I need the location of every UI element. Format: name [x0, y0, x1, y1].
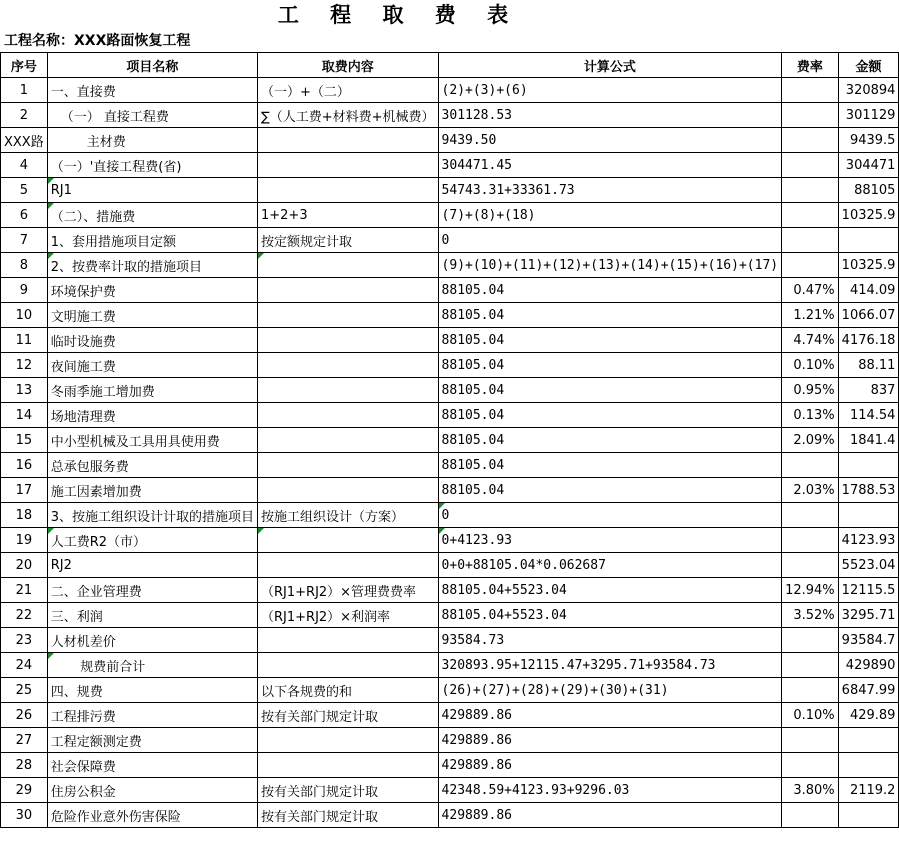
cell-formula[interactable]: (2)+(3)+(6) [438, 78, 782, 103]
table-row [1, 678, 899, 703]
cell-no[interactable]: 12 [1, 353, 48, 378]
cell-content[interactable]: （RJ1+RJ2）×利润率 [258, 603, 439, 628]
cell-name[interactable]: 规费前合计 [47, 653, 257, 678]
cell-name[interactable]: （一）'直接工程费(省) [47, 153, 257, 178]
cell-formula[interactable]: 301128.53 [438, 103, 782, 128]
cell-rate[interactable]: 0.47% [782, 278, 839, 303]
cell-no[interactable]: 29 [1, 778, 48, 803]
cell-formula[interactable]: (9)+(10)+(11)+(12)+(13)+(14)+(15)+(16)+(17) [438, 253, 782, 278]
table-row [1, 328, 899, 353]
cell-name[interactable]: 3、按施工组织设计计取的措施项目 [47, 503, 257, 528]
cell-rate[interactable]: 0.13% [782, 403, 839, 428]
cell-name[interactable]: 文明施工费 [47, 303, 257, 328]
cell-rate[interactable] [782, 503, 839, 528]
table-row [1, 178, 899, 203]
table-header-row [1, 53, 899, 78]
header-formula[interactable]: 计算公式 [438, 53, 782, 78]
cell-content[interactable] [258, 378, 439, 403]
cell-content[interactable] [258, 453, 439, 478]
cell-formula[interactable]: (26)+(27)+(28)+(29)+(30)+(31) [438, 678, 782, 703]
cell-rate[interactable] [782, 653, 839, 678]
cell-amount[interactable]: 9439.5 [838, 128, 899, 153]
table-row [1, 278, 899, 303]
cell-formula[interactable]: 88105.04 [438, 303, 782, 328]
cell-amount[interactable]: 10325.9 [838, 253, 899, 278]
table-row [1, 353, 899, 378]
cell-formula[interactable]: (7)+(8)+(18) [438, 203, 782, 228]
table-row [1, 428, 899, 453]
table-row [1, 128, 899, 153]
table-row [1, 228, 899, 253]
cell-no[interactable]: 20 [1, 553, 48, 578]
cell-no[interactable]: 21 [1, 578, 48, 603]
cell-name[interactable]: 主材费 [47, 128, 257, 153]
table-row [1, 503, 899, 528]
cell-amount[interactable]: 301129 [838, 103, 899, 128]
cell-formula[interactable]: 88105.04 [438, 453, 782, 478]
cell-rate[interactable] [782, 128, 839, 153]
cell-content[interactable] [258, 403, 439, 428]
cell-rate[interactable]: 0.10% [782, 703, 839, 728]
cell-formula[interactable]: 88105.04 [438, 478, 782, 503]
cell-content[interactable] [258, 528, 439, 553]
cell-amount[interactable]: 114.54 [838, 403, 899, 428]
cell-content[interactable]: （一）+（二） [258, 78, 439, 103]
cell-name[interactable]: （二）、措施费 [47, 203, 257, 228]
cell-rate[interactable] [782, 553, 839, 578]
cell-rate[interactable] [782, 253, 839, 278]
cell-content[interactable]: 按有关部门规定计取 [258, 703, 439, 728]
cell-name[interactable]: （一） 直接工程费 [47, 103, 257, 128]
cell-formula[interactable]: 0+4123.93 [438, 528, 782, 553]
cell-content[interactable] [258, 478, 439, 503]
cell-content[interactable]: 以下各规费的和 [258, 678, 439, 703]
table-row [1, 403, 899, 428]
cell-amount[interactable]: 5523.04 [838, 553, 899, 578]
cell-rate[interactable] [782, 628, 839, 653]
cell-amount[interactable]: 93584.7 [838, 628, 899, 653]
cell-content[interactable] [258, 128, 439, 153]
table-row [1, 728, 899, 753]
table-row [1, 703, 899, 728]
cell-name[interactable]: 场地清理费 [47, 403, 257, 428]
cell-rate[interactable]: 2.03% [782, 478, 839, 503]
cell-rate[interactable] [782, 78, 839, 103]
table-row [1, 553, 899, 578]
table-row [1, 603, 899, 628]
header-content[interactable]: 取费内容 [258, 53, 439, 78]
cell-formula[interactable]: 0 [438, 503, 782, 528]
cell-amount[interactable]: 1841.4 [838, 428, 899, 453]
cell-no[interactable]: 13 [1, 378, 48, 403]
cell-amount[interactable]: 88.11 [838, 353, 899, 378]
cell-rate[interactable]: 3.80% [782, 778, 839, 803]
cell-formula[interactable]: 88105.04 [438, 328, 782, 353]
cell-no[interactable]: 28 [1, 753, 48, 778]
cell-name[interactable]: 二、企业管理费 [47, 578, 257, 603]
cell-no[interactable]: 4 [1, 153, 48, 178]
table-row [1, 153, 899, 178]
cell-amount[interactable]: 304471 [838, 153, 899, 178]
cell-no[interactable]: XXX路 [1, 128, 48, 153]
cell-no[interactable]: 19 [1, 528, 48, 553]
cell-amount[interactable]: 2119.2 [838, 778, 899, 803]
header-name[interactable]: 项目名称 [47, 53, 257, 78]
cell-content[interactable] [258, 553, 439, 578]
cell-no[interactable]: 18 [1, 503, 48, 528]
cell-no[interactable]: 26 [1, 703, 48, 728]
cell-formula[interactable]: 320893.95+12115.47+3295.71+93584.73 [438, 653, 782, 678]
cell-rate[interactable] [782, 203, 839, 228]
cell-formula[interactable]: 429889.86 [438, 753, 782, 778]
table-row [1, 803, 899, 828]
cell-amount[interactable] [838, 753, 899, 778]
cell-amount[interactable] [838, 228, 899, 253]
table-row [1, 778, 899, 803]
cell-name[interactable]: 1、套用措施项目定额 [47, 228, 257, 253]
cell-content[interactable]: 按施工组织设计（方案） [258, 503, 439, 528]
cell-name[interactable]: RJ2 [47, 553, 257, 578]
cell-amount[interactable]: 4123.93 [838, 528, 899, 553]
cell-amount[interactable]: 1788.53 [838, 478, 899, 503]
table-row [1, 453, 899, 478]
cell-formula[interactable]: 88105.04 [438, 278, 782, 303]
header-rate[interactable]: 费率 [782, 53, 839, 78]
cell-content[interactable]: 按有关部门规定计取 [258, 778, 439, 803]
cell-no[interactable]: 22 [1, 603, 48, 628]
cell-amount[interactable]: 320894 [838, 78, 899, 103]
table-row [1, 528, 899, 553]
cell-content[interactable] [258, 253, 439, 278]
cell-name[interactable]: 住房公积金 [47, 778, 257, 803]
cell-rate[interactable]: 0.10% [782, 353, 839, 378]
cell-rate[interactable] [782, 753, 839, 778]
cell-formula[interactable]: 88105.04 [438, 428, 782, 453]
cell-rate[interactable]: 2.09% [782, 428, 839, 453]
cell-content[interactable] [258, 628, 439, 653]
cell-formula[interactable]: 429889.86 [438, 703, 782, 728]
cell-name[interactable]: 环境保护费 [47, 278, 257, 303]
cell-amount[interactable]: 429.89 [838, 703, 899, 728]
header-amount[interactable]: 金额 [838, 53, 899, 78]
cell-formula[interactable]: 0 [438, 228, 782, 253]
cell-amount[interactable]: 12115.5 [838, 578, 899, 603]
table-row [1, 253, 899, 278]
cell-amount[interactable] [838, 728, 899, 753]
cell-formula[interactable]: 42348.59+4123.93+9296.03 [438, 778, 782, 803]
cell-amount[interactable]: 837 [838, 378, 899, 403]
cell-formula[interactable]: 88105.04 [438, 378, 782, 403]
cell-content[interactable] [258, 178, 439, 203]
table-row [1, 578, 899, 603]
cell-rate[interactable] [782, 178, 839, 203]
cell-no[interactable]: 8 [1, 253, 48, 278]
cell-rate[interactable]: 4.74% [782, 328, 839, 353]
cell-name[interactable]: RJ1 [47, 178, 257, 203]
table-row [1, 303, 899, 328]
cell-amount[interactable] [838, 503, 899, 528]
cell-name[interactable]: 工程定额测定费 [47, 728, 257, 753]
table-row [1, 753, 899, 778]
cell-formula[interactable]: 9439.50 [438, 128, 782, 153]
cell-name[interactable]: 夜间施工费 [47, 353, 257, 378]
cell-name[interactable]: 冬雨季施工增加费 [47, 378, 257, 403]
cell-no[interactable]: 2 [1, 103, 48, 128]
cell-content[interactable] [258, 353, 439, 378]
cell-content[interactable] [258, 328, 439, 353]
cell-formula[interactable]: 88105.04 [438, 353, 782, 378]
cell-content[interactable] [258, 428, 439, 453]
table-row [1, 203, 899, 228]
cell-content[interactable] [258, 278, 439, 303]
cell-no[interactable]: 6 [1, 203, 48, 228]
cell-name[interactable]: 社会保障费 [47, 753, 257, 778]
cell-name[interactable]: 工程排污费 [47, 703, 257, 728]
cell-amount[interactable]: 10325.9 [838, 203, 899, 228]
cell-name[interactable]: 三、利润 [47, 603, 257, 628]
cell-formula[interactable]: 88105.04 [438, 403, 782, 428]
table-row [1, 478, 899, 503]
cell-no[interactable]: 11 [1, 328, 48, 353]
cell-rate[interactable] [782, 528, 839, 553]
table-row [1, 628, 899, 653]
cell-amount[interactable] [838, 803, 899, 828]
cell-content[interactable]: ∑（人工费+材料费+机械费） [258, 103, 439, 128]
cell-name[interactable]: 中小型机械及工具用具使用费 [47, 428, 257, 453]
cell-rate[interactable]: 1.21% [782, 303, 839, 328]
cell-name[interactable]: 临时设施费 [47, 328, 257, 353]
cell-content[interactable] [258, 653, 439, 678]
cell-name[interactable]: 2、按费率计取的措施项目 [47, 253, 257, 278]
cell-formula[interactable]: 0+0+88105.04*0.062687 [438, 553, 782, 578]
cell-no[interactable]: 25 [1, 678, 48, 703]
cell-no[interactable]: 15 [1, 428, 48, 453]
cell-no[interactable]: 23 [1, 628, 48, 653]
cell-no[interactable]: 24 [1, 653, 48, 678]
cell-name[interactable]: 总承包服务费 [47, 453, 257, 478]
cell-amount[interactable]: 4176.18 [838, 328, 899, 353]
cell-formula[interactable]: 54743.31+33361.73 [438, 178, 782, 203]
cell-amount[interactable]: 6847.99 [838, 678, 899, 703]
table-row [1, 78, 899, 103]
cell-content[interactable] [258, 303, 439, 328]
cell-amount[interactable]: 414.09 [838, 278, 899, 303]
cell-no[interactable]: 7 [1, 228, 48, 253]
cell-amount[interactable]: 1066.07 [838, 303, 899, 328]
cell-no[interactable]: 17 [1, 478, 48, 503]
cell-amount[interactable] [838, 453, 899, 478]
cell-formula[interactable]: 93584.73 [438, 628, 782, 653]
cell-amount[interactable]: 3295.71 [838, 603, 899, 628]
cell-no[interactable]: 10 [1, 303, 48, 328]
cell-rate[interactable] [782, 153, 839, 178]
cell-rate[interactable] [782, 103, 839, 128]
cell-rate[interactable] [782, 728, 839, 753]
cell-amount[interactable]: 429890 [838, 653, 899, 678]
cell-content[interactable]: 按定额规定计取 [258, 228, 439, 253]
cell-no[interactable]: 9 [1, 278, 48, 303]
table-row [1, 653, 899, 678]
cell-name[interactable]: 四、规费 [47, 678, 257, 703]
cell-no[interactable]: 16 [1, 453, 48, 478]
cell-name[interactable]: 人工费R2（市） [47, 528, 257, 553]
cell-no[interactable]: 1 [1, 78, 48, 103]
header-no[interactable]: 序号 [1, 53, 48, 78]
cell-formula[interactable]: 429889.86 [438, 803, 782, 828]
cell-rate[interactable]: 0.95% [782, 378, 839, 403]
cell-name[interactable]: 人材机差价 [47, 628, 257, 653]
project-name: 工程名称：XXX路面恢复工程 [4, 33, 191, 49]
page-title: 工 程 取 费 表 [277, 3, 521, 27]
cell-formula[interactable]: 304471.45 [438, 153, 782, 178]
fee-table [0, 52, 899, 828]
cell-formula[interactable]: 429889.86 [438, 728, 782, 753]
cell-content[interactable] [258, 728, 439, 753]
table-row [1, 103, 899, 128]
cell-rate[interactable] [782, 803, 839, 828]
cell-rate[interactable] [782, 453, 839, 478]
cell-amount[interactable]: 88105 [838, 178, 899, 203]
cell-name[interactable]: 施工因素增加费 [47, 478, 257, 503]
cell-formula[interactable]: 88105.04+5523.04 [438, 603, 782, 628]
cell-no[interactable]: 5 [1, 178, 48, 203]
cell-formula[interactable]: 88105.04+5523.04 [438, 578, 782, 603]
cell-no[interactable]: 30 [1, 803, 48, 828]
cell-content[interactable]: 按有关部门规定计取 [258, 803, 439, 828]
cell-content[interactable]: （RJ1+RJ2）×管理费费率 [258, 578, 439, 603]
cell-no[interactable]: 27 [1, 728, 48, 753]
cell-name[interactable]: 危险作业意外伤害保险 [47, 803, 257, 828]
cell-no[interactable]: 14 [1, 403, 48, 428]
cell-rate[interactable]: 3.52% [782, 603, 839, 628]
cell-content[interactable] [258, 753, 439, 778]
cell-rate[interactable] [782, 678, 839, 703]
cell-content[interactable] [258, 153, 439, 178]
cell-rate[interactable]: 12.94% [782, 578, 839, 603]
cell-rate[interactable] [782, 228, 839, 253]
cell-content[interactable]: 1+2+3 [258, 203, 439, 228]
cell-name[interactable]: 一、直接费 [47, 78, 257, 103]
table-row [1, 378, 899, 403]
